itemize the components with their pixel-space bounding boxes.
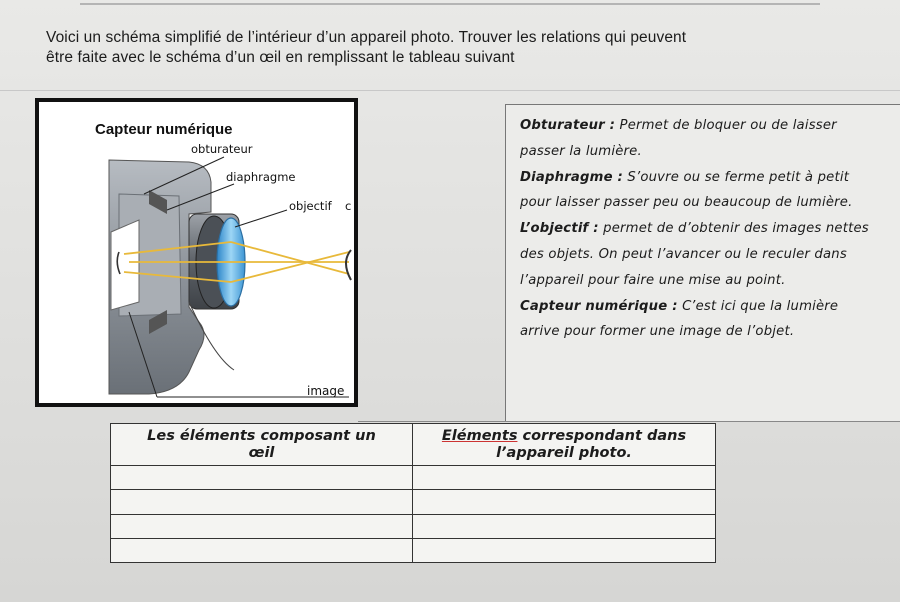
def-objectif-line-2: des objets. On peut l’avancer ou le reculer dans	[520, 246, 847, 262]
def-objectif-line-1	[520, 216, 900, 242]
top-rule	[80, 3, 820, 5]
label-obturateur: obturateur	[191, 142, 253, 156]
rule-under-box	[358, 421, 900, 422]
def-diaphragme-line-2: pour laisser passer peu ou beaucoup de lumière.	[520, 195, 853, 211]
def-diaphragme-line-1	[520, 165, 900, 191]
object-shape	[346, 250, 351, 280]
header-eye-elements	[111, 424, 413, 466]
answer-cell-eye[interactable]	[111, 490, 413, 514]
header-right-rest: correspondant dans	[517, 427, 687, 444]
answer-cell-camera[interactable]	[413, 490, 716, 514]
header-right-underlined: Eléments	[441, 427, 518, 444]
header-left-line-1: Les éléments composant un	[147, 427, 376, 444]
answer-cell-eye[interactable]	[111, 466, 413, 490]
label-objectif: objectif	[289, 199, 332, 213]
def-capteur-line-2: arrive pour former une image de l’objet.	[520, 324, 795, 340]
answer-table	[110, 423, 716, 563]
camera-diagram	[35, 98, 358, 407]
diagram-title: Capteur numérique	[95, 121, 233, 138]
def-diaphragme-text-1: S’ouvre ou se ferme petit à petit	[623, 169, 850, 185]
label-diaphragme: diaphragme	[226, 170, 296, 184]
term-diaphragme: Diaphragme :	[520, 169, 623, 185]
def-objectif-text-1: permet de d’obtenir des images nettes	[598, 221, 869, 237]
def-objectif-line-3: l’appareil pour faire une mise au point.	[520, 272, 786, 288]
table-row	[111, 514, 716, 538]
answer-cell-camera[interactable]	[413, 538, 716, 562]
table-header-row	[111, 424, 716, 466]
definitions-text	[520, 113, 900, 345]
label-image: image	[307, 384, 345, 398]
def-obturateur-text-1: Permet de bloquer ou de laisser	[615, 118, 837, 133]
instructions	[46, 28, 846, 68]
table-row	[111, 538, 716, 562]
def-capteur-text-1: C’est ici que la lumière	[677, 298, 839, 314]
header-left-line-2: œil	[248, 444, 275, 461]
header-camera-elements	[413, 424, 716, 466]
answer-cell-camera[interactable]	[413, 466, 716, 490]
sensor-panel	[111, 220, 139, 310]
instructions-line-2: être faite avec le schéma d’un œil en remplissant le tableau suivant	[46, 49, 515, 66]
table-row	[111, 466, 716, 490]
def-obturateur-line-2: passer la lumière.	[520, 143, 642, 159]
definitions-box	[505, 104, 900, 422]
term-objectif: L’objectif :	[520, 221, 599, 237]
term-obturateur: Obturateur :	[520, 118, 616, 133]
def-obturateur-line-1	[520, 113, 900, 139]
answer-cell-eye[interactable]	[111, 538, 413, 562]
label-clip-object: c	[345, 199, 352, 213]
separator	[0, 90, 900, 91]
instructions-line-1: Voici un schéma simplifié de l’intérieur d’un appareil photo. Trouver les relations qui peuvent	[46, 29, 687, 46]
header-right-line-2: l’appareil photo.	[496, 444, 632, 461]
answer-cell-camera[interactable]	[413, 514, 716, 538]
term-capteur: Capteur numérique :	[520, 298, 678, 314]
table-row	[111, 490, 716, 514]
answer-cell-eye[interactable]	[111, 514, 413, 538]
def-capteur-line-1	[520, 294, 900, 320]
